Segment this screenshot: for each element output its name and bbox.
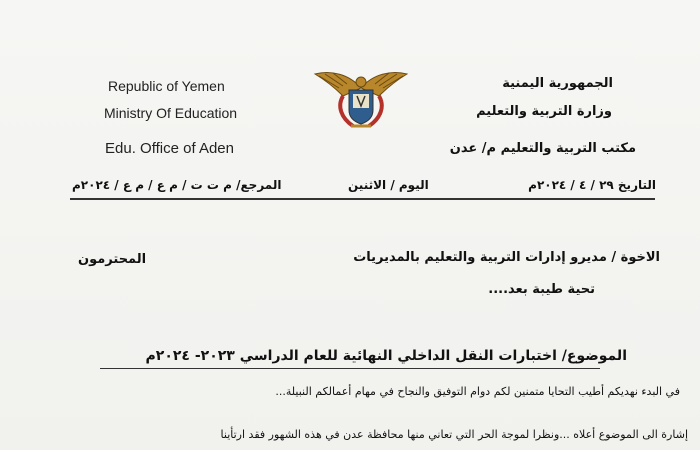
- header-ar-country: الجمهورية اليمنية: [502, 76, 613, 91]
- header-ar-ministry: وزارة التربية والتعليم: [476, 104, 612, 119]
- greeting-line: تحية طيبة بعد....: [488, 282, 595, 297]
- yemen-eagle-emblem-icon: [313, 66, 409, 132]
- respected-label: المحترمون: [78, 252, 147, 267]
- header-en-office: Edu. Office of Aden: [105, 140, 234, 157]
- header-ar-office: مكتب التربية والتعليم م/ عدن: [449, 141, 636, 156]
- header-divider: [70, 198, 655, 200]
- header-en-ministry: Ministry Of Education: [104, 105, 238, 121]
- date-field: التاريخ ٢٩ / ٤ / ٢٠٢٤م: [528, 178, 656, 192]
- reference-field: المرجع/ م ت ت / م ع / م ع / ٢٠٢٤م: [72, 178, 282, 192]
- day-field: اليوم / الاثنين: [348, 178, 429, 192]
- header-en-country: Republic of Yemen: [108, 78, 225, 94]
- subject-line: الموضوع/ اختبارات النقل الداخلي النهائية للعام الدراسي ٢٠٢٣- ٢٠٢٤م: [145, 348, 627, 364]
- addressee-line: الاخوة / مديرو إدارات التربية والتعليم بالمديريات: [353, 250, 660, 265]
- paragraph-2: إشارة الى الموضوع أعلاه ...ونظرا لموجة الحر التي تعاني منها محافظة عدن في هذه الشهور فقد ارتأينا: [220, 428, 688, 441]
- paragraph-1: في البدء نهديكم أطيب التحايا متمنين لكم دوام التوفيق والنجاح في مهام أعمالكم النبيلة...: [275, 385, 680, 398]
- subject-underline: [100, 368, 600, 369]
